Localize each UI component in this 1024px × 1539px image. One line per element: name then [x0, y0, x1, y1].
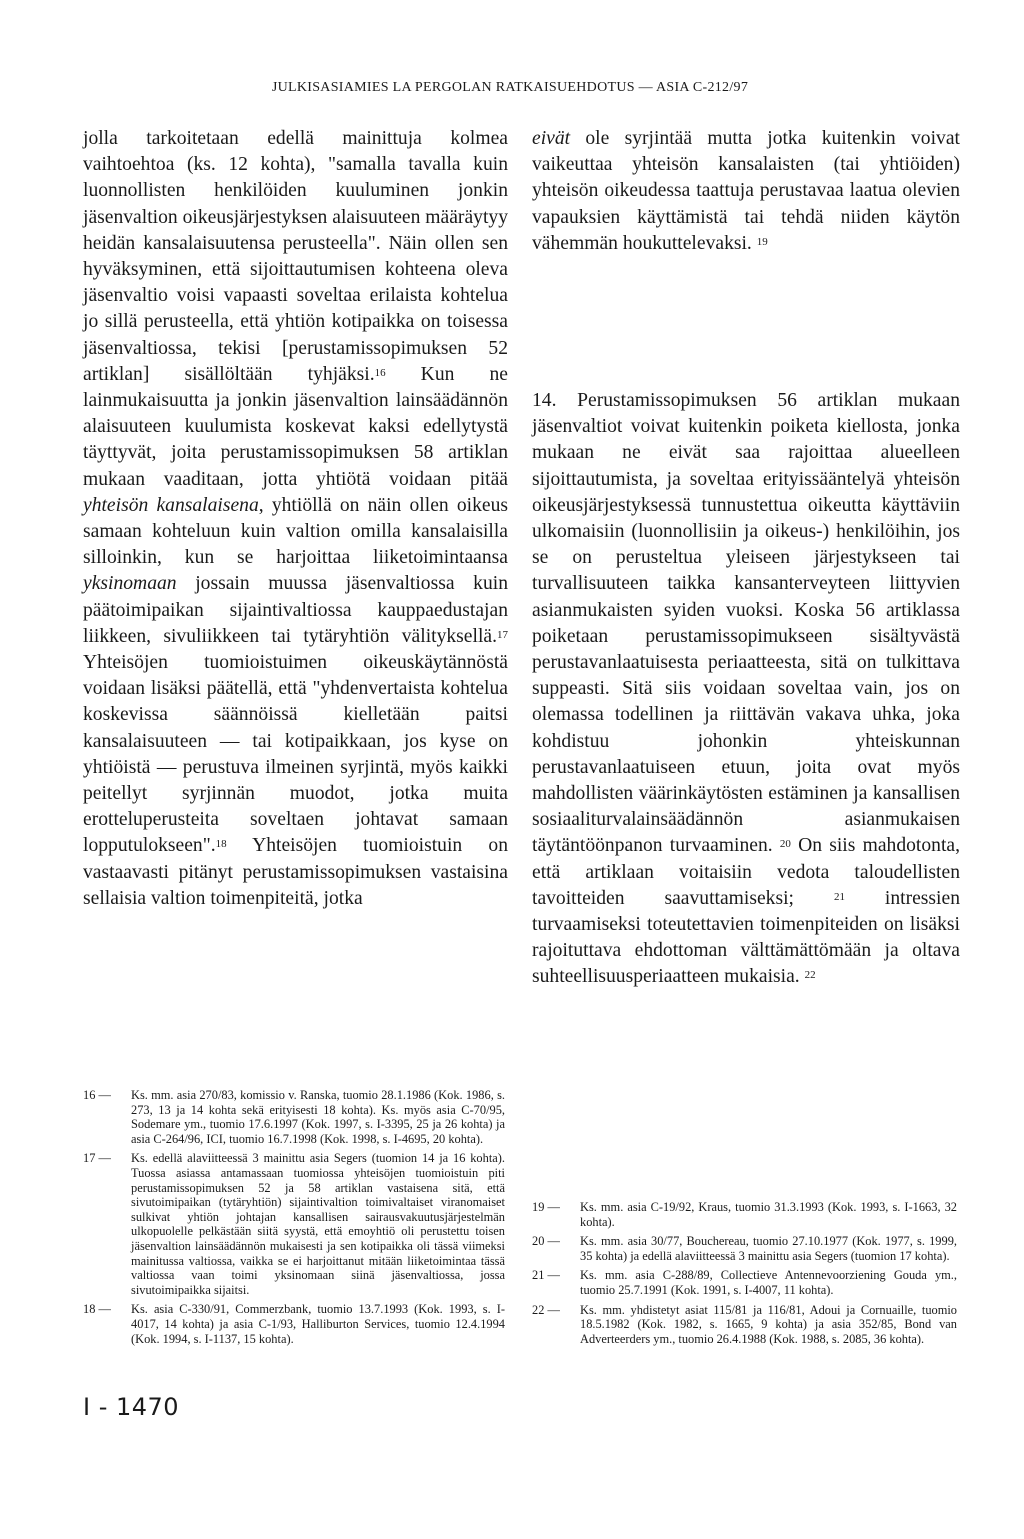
footnote-ref-16[interactable]: 16	[374, 366, 386, 379]
footnote-ref-19[interactable]: 19	[756, 235, 768, 248]
footnote-ref-17[interactable]: 17	[497, 628, 508, 641]
footnote-ref-20[interactable]: 20	[779, 838, 791, 851]
footnote-16	[83, 1088, 505, 1146]
text-run: , yhtiöllä on näin ollen oikeus samaan kohteluun kuin valtion omilla kansalaisilla silloinkin, kun se harjoittaa liiketoimintaansa	[83, 494, 508, 569]
footnotes-right	[532, 1200, 957, 1351]
emphasis-text: eivät	[532, 128, 571, 149]
text-run: Kun ne lainmukaisuutta ja jonkin jäsenvaltion lainsäädännön alaisuuteen kuulumista koskevat kaksi edellytystä täyttyvät, joita perustamissopimuksen 58 artiklan mukaan vaaditaan, jotta yhtiötä voidaan pitää	[83, 363, 508, 490]
right-paragraph-14	[532, 388, 960, 991]
footnote-18	[83, 1302, 505, 1346]
footnote-number: 17 —	[83, 1151, 111, 1166]
emphasis-text: yhteisön kansalaisena	[83, 494, 259, 516]
left-column	[83, 126, 508, 912]
footnote-20	[532, 1234, 957, 1263]
footnote-text: Ks. mm. asia 30/77, Bouchereau, tuomio 27.10.1977 (Kok. 1977, s. 1999, 35 kohta) ja edellä alaviitteessä 3 mainittu asia Segers (tuomion 17 kohta).	[580, 1234, 957, 1263]
page-number: I - 1470	[83, 1393, 180, 1421]
text-run: jolla tarkoitetaan edellä mainittuja kolmea vaihtoehtoa (ks. 12 kohta), "samalla tavalla kuin luonnollisten henkilöiden kuuluminen jonkin jäsenvaltion oikeusjärjestyksen alaisuuteen määräytyy heidän kansalaisuutensa perusteella". Näin ollen sen hyväksyminen, että sijoittautumisen kohteena oleva jäsenvaltio voisi vapaasti soveltaa erilaista kohtelua jo sillä perusteella, että yhtiön kotipaikka on toisessa jäsenvaltiossa, tekisi [perustamissopimuksen 52 artiklan] sisällöltään tyhjäksi.	[83, 128, 508, 385]
text-run: Yhteisöjen tuomioistuimen oikeuskäytännöstä voidaan lisäksi päätellä, että "yhdenvertaista kohtelua koskevissa säännöissä kielletään paitsi kansalaisuuteen — tai kotipaikkaan, jos kyse on yhtiöistä — perustuva ilmeinen syrjintä, myös kaikki peitellyt syrjinnän muodot, jotka muita erotteluperusteita soveltaen johtavat samaan lopputulokseen".	[83, 652, 508, 857]
text-run: ole syrjintää mutta jotka kuitenkin voivat vaikeuttaa yhteisön kansalaisten (tai yhtiöiden) yhteisön oikeudessa taattuja perustavaa laatua olevien vapauksien käyttämistä tai tehdä niiden käytön vähemmän houkuttelevaksi.	[532, 128, 960, 254]
text-run: On siis mahdotonta, että artiklaan voitaisiin vedota taloudellisten tavoitteiden saavuttamiseksi;	[532, 835, 960, 909]
text-run: 14. Perustamissopimuksen 56 artiklan mukaan jäsenvaltiot voivat kuitenkin poiketa kiellosta, jonka mukaan ne eivät saa rajoittaa alueelleen sijoittautumista, ja soveltaa erityissääntelyä yhteisön oikeusjärjestyksessä tunnustettua oikeutta käyttäviin ulkomaisiin (luonnollisiin ja oikeus-) henkilöihin, jos se on perusteltua yleiseen järjestykseen tai turvallisuuteen taikka kansanterveyteen liittyvien asianmukaisten syiden vuoksi. Koska 56 artiklassa poiketaan perustamissopimukseen sisältyvästä perustavanlaatuisesta periaatteesta, sitä on tulkittava suppeasti. Sitä siis voidaan soveltaa vain, jos on olemassa todellinen ja riittävän vakava uhka, joka kohdistuu johonkin yhteiskunnan perustavanlaatuiseen etuun, joita ovat myös mahdollisten väärinkäytösten estäminen ja kansallisen sosiaaliturvalainsäädännön asianmukaisen täytäntöönpanon turvaaminen.	[532, 390, 960, 857]
footnote-number: 19 —	[532, 1200, 560, 1214]
footnote-text: Ks. asia C-330/91, Commerzbank, tuomio 13.7.1993 (Kok. 1993, s. I-4017, 14 kohta) ja asia C-1/93, Halliburton Services, tuomio 12.4.1994 (Kok. 1994, s. I-1137, 15 kohta).	[131, 1302, 505, 1346]
text-run: intressien turvaamiseksi toteutettavien toimenpiteiden on lisäksi rajoituttava ehdottoman välttämättömään ja oltava suhteellisuusperiaatteen mukaisia.	[532, 887, 960, 988]
footnote-ref-21[interactable]: 21	[833, 890, 845, 903]
footnote-text: Ks. mm. asia C-19/92, Kraus, tuomio 31.3.1993 (Kok. 1993, s. I-1663, 32 kohta).	[580, 1200, 957, 1229]
footnote-text: Ks. mm. asia 270/83, komissio v. Ranska, tuomio 28.1.1986 (Kok. 1986, s. 273, 13 ja 14 kohta sekä erityisesti 18 kohta). Ks. myös asia C-70/95, Sodemare ym., tuomio 17.6.1997 (Kok. 1997, s. I-3395, 25 ja 26 kohta) ja asia C-264/96, ICI, tuomio 16.7.1998 (Kok. 1998, s. I-4695, 20 kohta).	[131, 1088, 505, 1146]
footnote-text: Ks. mm. yhdistetyt asiat 115/81 ja 116/81, Adoui ja Cornuaille, tuomio 18.5.1982 (Kok. 1982, s. 1665, 9 kohta) ja asia 352/85, Bond van Adverteerders ym., tuomio 26.4.1988 (Kok. 1988, s. 2085, 36 kohta).	[580, 1302, 957, 1346]
right-paragraph-1	[532, 126, 960, 257]
footnote-text: Ks. edellä alaviitteessä 3 mainittu asia Segers (tuomion 14 ja 16 kohta). Tuossa asiassa antamassaan tuomiossa yhteisöjen tuomioistuin piti perustamissopimuksen 52 ja 58 artiklan vastaisena sitä, että sivutoimipaikan (tytäryhtiön) sijaintivaltion toimivaltaiset viranomaiset sulkivat yhtiön johtajan kansallisen sairausvakuutusjärjestelmän ulkopuolelle pelkästään siitä syystä, että emoyhtiö oli perustettu toisen jäsenvaltion lainsäädännön mukaisesti ja sen kotipaikka oli tässä viimeksi mainitussa valtiossa, vaikka se ei harjoittanut mitään liiketoimintaa tässä valtiossa vaan toimi yksinomaan siinä jäsenvaltiossa, jossa sivutoimipaikka sijaitsi.	[131, 1151, 505, 1297]
footnote-number: 20 —	[532, 1234, 560, 1249]
footnote-ref-18[interactable]: 18	[215, 838, 227, 851]
footnote-21	[532, 1268, 957, 1297]
footnote-19	[532, 1200, 957, 1229]
text-run: Yhteisöjen tuomioistuin on vastaavasti pitänyt perustamissopimuksen vastaisina sellaisia valtion toimenpiteitä, jotka	[83, 835, 508, 909]
text-run: jossain muussa jäsenvaltiossa kuin päätoimipaikan sijaintivaltiossa kauppaedustajan liikkeen, sivuliikkeen tai tytäryhtiön välityksellä.	[83, 573, 508, 647]
left-paragraph	[83, 126, 508, 912]
right-column	[532, 126, 960, 991]
footnote-number: 16 —	[83, 1088, 111, 1102]
footnote-22	[532, 1303, 957, 1347]
emphasis-text: yksinomaan	[83, 573, 177, 595]
running-header: JULKISASIAMIES LA PERGOLAN RATKAISUEHDOTUS — ASIA C-212/97	[271, 80, 749, 95]
footnotes-left	[83, 1088, 505, 1351]
footnote-number: 21 —	[532, 1268, 560, 1283]
footnote-number: 18 —	[83, 1302, 111, 1317]
footnote-number: 22 —	[532, 1302, 560, 1317]
footnote-ref-22[interactable]: 22	[804, 969, 816, 982]
footnote-text: Ks. mm. asia C-288/89, Collectieve Antennevoorziening Gouda ym., tuomio 25.7.1991 (Kok. 1991, s. I-4007, 11 kohta).	[580, 1268, 957, 1297]
footnote-17	[83, 1151, 505, 1297]
